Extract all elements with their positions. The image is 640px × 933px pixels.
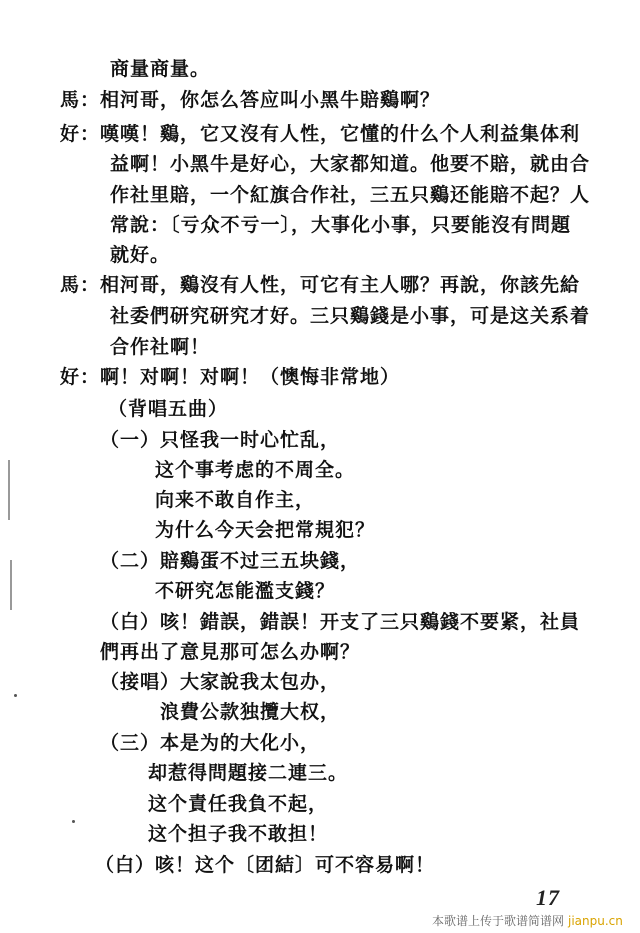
text-line: 合作社啊！: [110, 336, 211, 358]
page-number: 17: [536, 885, 560, 910]
text-line: 不研究怎能濫支錢？: [155, 580, 336, 602]
text-line: 这个担子我不敢担！: [148, 823, 329, 845]
text-line: 社委們研究研究才好。三只鷄錢是小事，可是这关系着: [110, 305, 591, 327]
text-line: 这个責任我負不起，: [148, 793, 329, 815]
text-line: 馬：相河哥，你怎么答应叫小黑牛賠鷄啊？: [60, 89, 441, 111]
text-line: 好：嘆嘆！鷄，它又沒有人性，它懂的什么个人利益集体利: [60, 123, 581, 145]
text-line: 商量商量。: [110, 58, 211, 80]
text-line: （一）只怪我一时心忙乱，: [100, 429, 341, 451]
text-line: 作社里賠，一个紅旗合作社，三五只鷄还能賠不起？人: [110, 184, 591, 206]
text-line: 益啊！小黑牛是好心，大家都知道。他要不賠，就由合: [110, 153, 591, 175]
scan-edge-mark: [8, 460, 10, 520]
text-line: （白）咳！这个〔团結〕可不容易啊！: [95, 854, 436, 876]
text-line: 就好。: [110, 244, 171, 266]
text-line: 們再出了意見那可怎么办啊？: [100, 641, 361, 663]
text-line: 常說：〔亏众不亏一〕，大事化小事，只要能沒有問題: [110, 214, 572, 236]
scan-edge-mark: [10, 560, 12, 610]
scan-speck: [72, 820, 75, 823]
scan-speck: [14, 694, 17, 697]
text-line: （接唱）大家說我太包办，: [100, 671, 341, 693]
text-line: （二）賠鷄蛋不过三五块錢，: [100, 550, 361, 572]
watermark: [432, 912, 623, 929]
text-line: 好：啊！对啊！对啊！（懊悔非常地）: [60, 366, 401, 388]
text-line: 向来不敢自作主，: [155, 489, 316, 511]
text-line: 却惹得問題接二連三。: [148, 762, 349, 784]
text-line: 馬：相河哥，鷄沒有人性，可它有主人哪？再說，你該先給: [60, 274, 581, 296]
text-line: 浪費公款独攬大权，: [160, 701, 341, 723]
text-line: （背唱五曲）: [108, 398, 229, 420]
text-line: 这个事考虑的不周全。: [155, 459, 356, 481]
text-line: （三）本是为的大化小，: [100, 732, 321, 754]
watermark-text: 本歌谱上传于歌谱简谱网: [432, 914, 565, 928]
text-line: 为什么今天会把常規犯？: [155, 519, 376, 541]
watermark-site: jianpu.cn: [568, 914, 623, 928]
text-line: （白）咳！錯誤，錯誤！开支了三只鷄錢不要紧，社員: [100, 611, 581, 633]
